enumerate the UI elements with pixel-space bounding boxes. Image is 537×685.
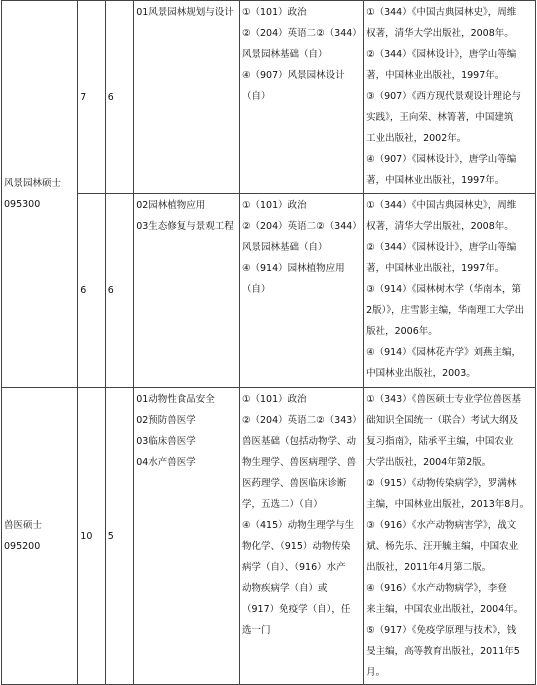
program-cell: [2, 1, 78, 388]
refs-cell: [364, 1, 536, 194]
exam-line: ②（204）英语二②（343）: [241, 415, 362, 426]
ref-line: 中国林业出版社，2003。: [366, 368, 476, 379]
exam-line: 动物疾病学（自）或: [241, 583, 328, 594]
exam-line: ①（101）政治: [241, 394, 307, 405]
ref-line: 权著，清华大学出版社，2008年。: [366, 221, 514, 232]
ref-line: 来主编，中国农业出版社，2004年。: [366, 604, 524, 615]
ref-line: ④（914）《园林花卉学》刘燕主编，: [366, 347, 521, 358]
ref-line: ①（344）《中国古典园林史》，周维: [366, 7, 517, 18]
ref-line: 版社，2006年。: [366, 326, 438, 337]
ref-line: 实践》，王向荣、林箐著，中国建筑: [366, 112, 514, 123]
table-row: [2, 388, 536, 685]
ref-line: 著，中国林业出版社，1997年。: [366, 175, 505, 186]
exam-line: 病学（自）、（916）水产: [241, 562, 346, 573]
enroll-count-a: 7: [78, 1, 105, 194]
ref-line: ③（907）《西方现代景观设计理论与: [366, 91, 521, 102]
ref-line: ②（344）《园林设计》，唐学山等编: [366, 242, 517, 253]
enroll-count-b: 6: [105, 1, 133, 194]
direction-item: 02预防兽医学: [136, 415, 196, 426]
ref-line: 月。: [366, 667, 386, 678]
ref-line: 出版社，2011年4月第二版。: [366, 562, 492, 573]
exams-cell: [239, 1, 363, 194]
directions-cell: [134, 1, 240, 194]
direction-item: 01动物性食品安全: [136, 394, 215, 405]
direction-item: 03生态修复与景观工程: [136, 221, 234, 232]
ref-line: 斌、杨先乐、汪开毓主编，中国农业: [366, 541, 519, 552]
exam-line: 学，五选二）（自）: [241, 499, 323, 510]
direction-item: 02园林植物应用: [136, 200, 206, 211]
refs-cell: [364, 388, 536, 685]
ref-line: ⑤（917）《免疫学原理与技术》，钱: [366, 625, 517, 636]
exam-line: （自）: [241, 91, 271, 102]
ref-line: 2版）》，庄雪影主编，华南理工大学出: [366, 305, 525, 316]
program-code: 095200: [4, 541, 41, 552]
exam-line: 风景园林基础（自）: [241, 49, 328, 60]
ref-line: ②（915）《动物传染病学》，罗满林: [366, 478, 517, 489]
program-cell: [2, 388, 78, 685]
exam-line: ②（204）英语二②（344）: [241, 221, 362, 232]
exam-line: 医药理学、兽医临床诊断: [241, 478, 347, 489]
exam-line: ④（907）风景园林设计: [241, 70, 345, 81]
exam-line: 物化学、（915）动物传染: [241, 541, 351, 552]
program-name: 风景园林硕士: [4, 178, 62, 189]
exam-line: （917）免疫学（自），任: [241, 604, 351, 615]
exam-line: ②（204）英语二②（344）: [241, 28, 362, 39]
exam-line: 兽医基础（包括动物学、动: [241, 436, 356, 447]
ref-line: 复习指南》，陆承平主编，中国农业: [366, 436, 514, 447]
direction-item: 03临床兽医学: [136, 436, 196, 447]
exam-line: ④（415）动物生理学与生: [241, 520, 355, 531]
exams-cell: [239, 388, 363, 685]
exam-line: ④（914）园林植物应用: [241, 263, 345, 274]
ref-line: 著，中国林业出版社，1997年。: [366, 70, 505, 81]
ref-line: ③（914）《园林树木学（华南本，第: [366, 284, 521, 295]
table-row: [2, 194, 536, 388]
ref-line: ①（343）《兽医硕士专业学位兽医基: [366, 394, 521, 405]
table-row: [2, 1, 536, 194]
direction-item: 01风景园林规划与设计: [136, 7, 234, 18]
ref-line: 础知识全国统一（联合）考试大纲及: [366, 415, 519, 426]
directions-cell: [134, 388, 240, 685]
ref-line: 权著，清华大学出版社，2008年。: [366, 28, 514, 39]
enroll-count-b: 6: [105, 194, 133, 388]
exam-line: 物生理学、兽医病理学、兽: [241, 457, 356, 468]
ref-line: 旻主编，高等教育出版社，2011年5: [366, 646, 520, 657]
admissions-table: [1, 0, 536, 685]
exam-line: ①（101）政治: [241, 7, 307, 18]
ref-line: ②（344）《园林设计》，唐学山等编: [366, 49, 517, 60]
enroll-count-b: 5: [105, 388, 133, 685]
ref-line: 大学出版社，2004年第2版。: [366, 457, 492, 468]
ref-line: ④（907）《园林设计》，唐学山等编: [366, 154, 517, 165]
directions-cell: [134, 194, 240, 388]
ref-line: ①（344）《中国古典园林史》，周维: [366, 200, 517, 211]
enroll-count-a: 6: [78, 194, 105, 388]
ref-line: 工业出版社，2002年。: [366, 133, 467, 144]
exam-line: 风景园林基础（自）: [241, 242, 328, 253]
ref-line: ③（916）《水产动物病害学》，战文: [366, 520, 517, 531]
exam-line: ①（101）政治: [241, 200, 307, 211]
program-code: 095300: [4, 199, 41, 210]
enroll-count-a: 10: [78, 388, 105, 685]
ref-line: 著，中国林业出版社，1997年。: [366, 263, 505, 274]
refs-cell: [364, 194, 536, 388]
ref-line: 主编，中国林业出版社，2013年8月。: [366, 499, 530, 510]
program-name: 兽医硕士: [4, 520, 43, 531]
exam-line: （自）: [241, 284, 271, 295]
exam-line: 选一门: [241, 625, 271, 636]
exams-cell: [239, 194, 363, 388]
ref-line: ④（916）《水产动物病学》，李登: [366, 583, 507, 594]
direction-item: 04水产兽医学: [136, 457, 196, 468]
